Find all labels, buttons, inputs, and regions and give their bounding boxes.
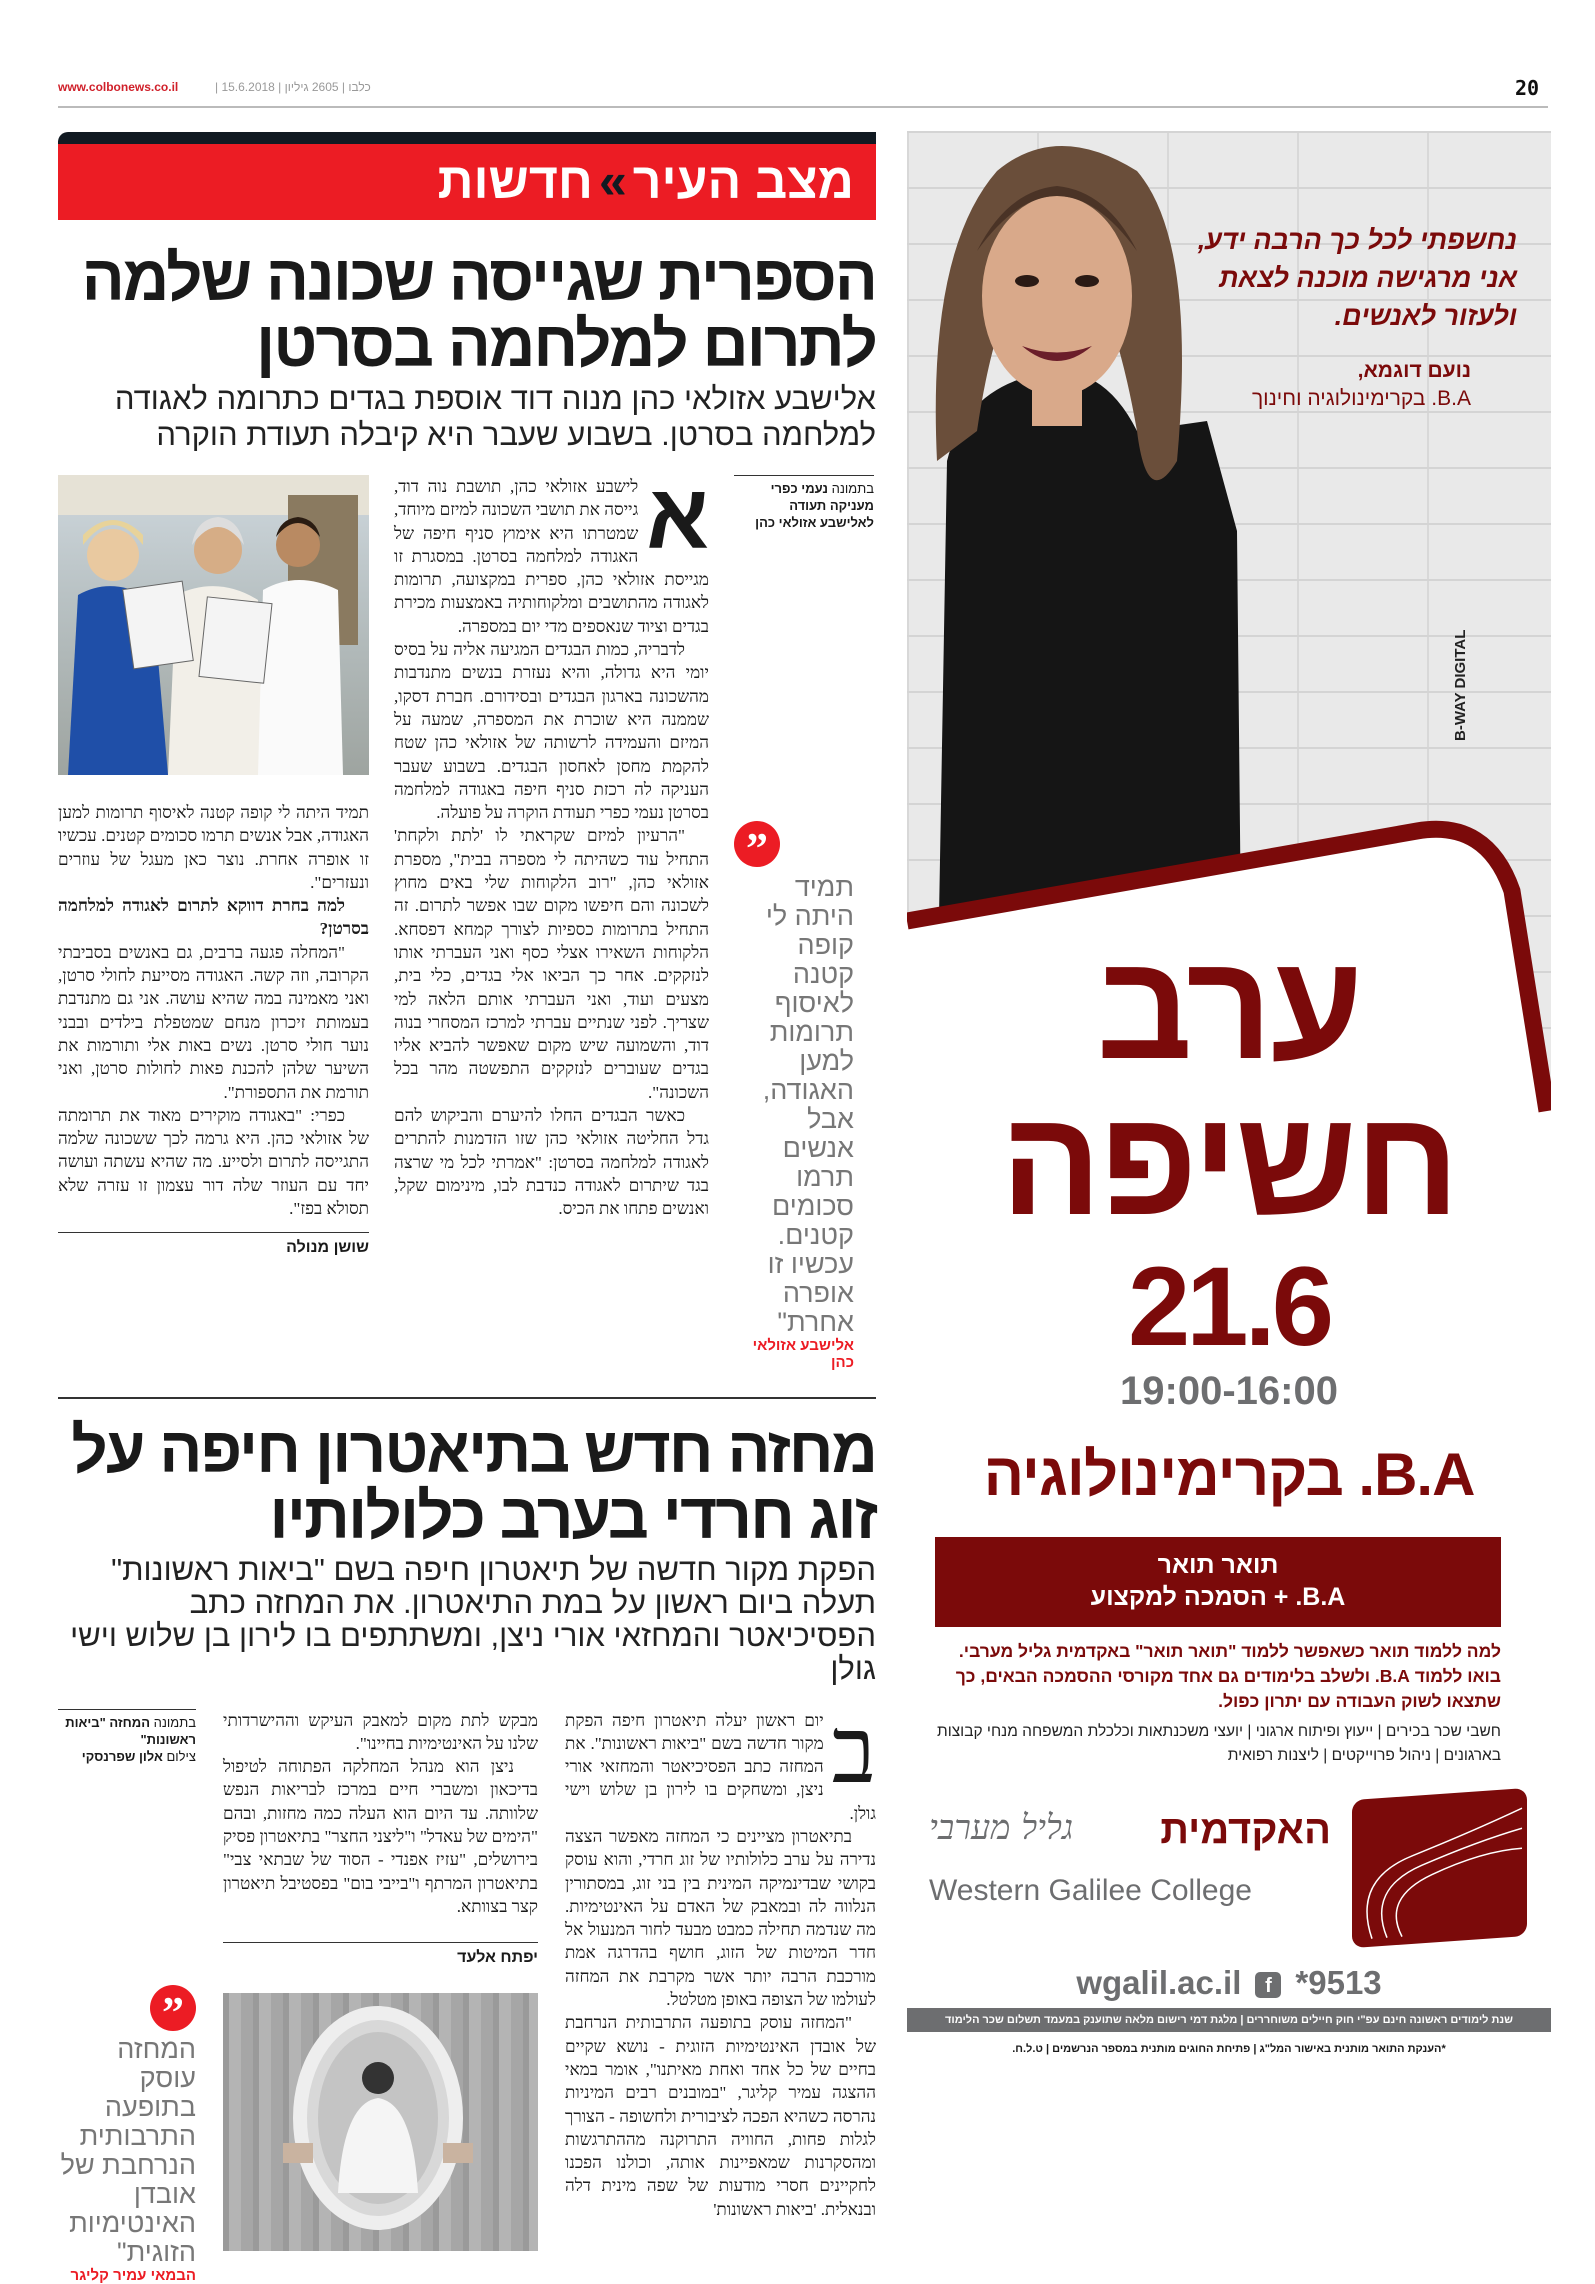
photo-credit: אלון שפרנסקי (81, 1748, 163, 1764)
paragraph: תמיד היתה לי קופה קטנה לאיסוף תרומות למען האגודה, אבל אנשים תרמו סכומים קטנים. עכשיו זו אופרה אחרת. נוצר כאן מעגל של עוזרים ונעזרים". (58, 803, 369, 892)
article1-column-right (394, 466, 709, 1221)
news-column (58, 132, 876, 2284)
caption-subject: המחזה "ביאות ראשונות" (65, 1714, 196, 1747)
article2-headline: מחזה חדש בתיאטרון חיפה על זוג חרדי בערב כלולותיו (71, 1413, 876, 1552)
paragraph: יום ראשון יעלה תיאטרון חיפה הפקת מקור חדשה בשם "ביאות ראשונות". את המחזה כתב הפסיכיאטר והמחזאי אורי ניצן, ומשחקים בו לירון בן שלוש וישי גולן. (565, 1710, 876, 1823)
article2-column-middle-text (223, 1709, 538, 1919)
paragraph: כאשר הבגדים החלו להיערם והביקוש להם גדל החליטה אזולאי כהן שזו הזדמנות להתרים לאגודה למלחמה בסרטן: "אמרתי לכל מי שרצה בגד שיתרום לאגודה כנדבת לבו, מינימום שקל, ואנשים פתחו את הכיס. (394, 1106, 709, 1219)
article2-byline: יפתח אלעד (223, 1942, 538, 1967)
article1-photo (58, 475, 369, 775)
page-number: 20 (1515, 76, 1540, 100)
mirror-illustration (223, 1993, 538, 2251)
paragraph: "הרעיון למיזם שקראתי לו 'לתת ולקחת' התחיל עוד כשהיתה לי מספרה בבית", מספרת אזולאי כהן, "רוב הלקוחות שלי באים מחוץ לשכונה והם חיפשו מקום שבו אפשר לתרום. זה התחיל בתרומות כספיות לצורך קמחא דפסחא. הלקוחות השאירו אצלי כסף ואני העברתי אותו לנזקקים. אחר כך הביאו אלי בגדים, כלי בית, מצעים ועוד, ואני העברתי אותם הלאה למי שצריך. לפני שנתיים עברתי למרכז המסחרי בנוה דוד, והשמועה שיש מקום שאפשר להביא אליו בגדים שעוברים לנזקקים התפשטה מהר בכל השכונה". (394, 826, 709, 1102)
article2-pullquote (58, 1985, 196, 2284)
article2-column-middle (223, 1709, 538, 2252)
article1-column-left-text (58, 801, 369, 1220)
section-banner (58, 132, 876, 220)
certification-courses: חשבי שכר בכירים | ייעוץ ופיתוח ארגוני | יועצי משכנתאות וכלכלת המשפחה מנחי קבוצות בארגונים | ניהול פרוייקטים | ליצנות רפואית (937, 1723, 1501, 1764)
paragraph: מבקש לתת מקום למאבק העיקש וההישרדותי שלנו על האינטימיות בחיינו". (223, 1710, 538, 1753)
article2-photo-caption (58, 1709, 196, 1765)
chevron-icon: » (598, 153, 627, 209)
paragraph: בתיאטרון מציינים כי המחזה מאפשר הצצה נדירה על ערב כלולותיו של זוג חרדי, והוא עוסק בקושי שבדינמיקה המינית בין בני זוג, במסתורין הנלווה לה ובמאבק של האדם על האינטימיות. מה שנדמה תחילה כמבט מבעד לחור המנעול אל חדר המיטות של הזוג, חושף בהדרגה אמת מורכבת הרבה יותר אשר מקרבת את המחזה לעולמו של הצופה באופן מטלטל. (565, 1826, 876, 2010)
paragraph: "המחלה פגעה ברבים, גם באנשים בסביבתי הקרובה, וזה קשה. האגודה מסייעת לחולי סרטן, ואני מאמינה במה שהיא עושה. אני גם מתנדבת בעמותת זיכרון מנחם שמטפלת בילדים ובבני נוער חולי סרטן. נשים באות אלי ותורמות את השיער שלהן להכנת פאות לחולות סרטן, ואני תורמת את התספורת". (58, 942, 369, 1102)
logo-script: גליל מערבי (929, 1808, 1074, 1848)
event-time: 19:00-16:00 (1120, 1369, 1338, 1413)
drop-cap: א (646, 466, 709, 568)
event-title-line1: ערב (1096, 922, 1362, 1090)
caption-subject: נעמי כפרי מעניקה תעודה לאלישבע אזולאי כהן (755, 481, 874, 530)
drop-cap: ב (831, 1699, 876, 1802)
article2-subhead: הפקת מקור חדשה של תיאטרון חיפה בשם "ביאות ראשונות" תעלה ביום ראשון על במת התיאטרון. את המחזה כתב הפסיכיאטר והמחזאי אורי ניצן, ומשתתפים בו לירון בן שלוש וישי גולן (70, 1551, 876, 1686)
phone-number: *9513 (1295, 1964, 1382, 2001)
paragraph: לדבריה, כמות הבגדים המגיעה אליה על בסיס יומי היא גדולה, והיא נעזרת בנשים מתנדבות מהשכונה בארגון הבגדים ובסידורם. חברת דסקו, שממנה היא שוכרת את המספרה, שמעה על המיזם והעמידה לרשותה של אזולאי כהן שטח להקמת מחסן לאחסון הבגדים. בשבוע שעבר העניקה לה רכזת סניף חיפה באגודה למלחמה בסרטן נעמי כפרי תעודת הוקרה על פועלה. (394, 640, 709, 823)
article1-pullquote (734, 821, 854, 1371)
event-date: 21.6 (1128, 1244, 1330, 1369)
paragraph: ניצן הוא מנהל המחלקה הפתוחה לטיפול בדיכאון ומשברי חיים במרכז לבריאות הנפש שלוותה. עד היום הוא העלה כמה מחזות, ובהם "הימים של עאדל" ו"ליצני החצר" בתיאטרון פסיק בירושלים, "עזיז אפנדי - הסוד של שבתאי צבי" בתיאטרון המרתף ו"בייבי בום" בפסטיבל תיאטרון קצר בצוותא. (223, 1757, 538, 1916)
contact-row (907, 1964, 1551, 2002)
paragraph: "המחזה עוסק בתופעה התרבותית הנרחבת של אובדן האינטימיות הזוגית - נושא שקיים בחיים של כל אחד ואחת מאיתנו", אומר במאי ההצגה עמיר קליגר, "במובנים רבים המיניות נהרסה כשהיא הפכה לציבורית ולחשופה - הצורך לגלות פחות, החוויה התרוקנה מההתרגשות ומהסקרנות שמאפיינות אותה, וכולנו הפכנו לחקיינים חסרי מודעות של שפה מינית דלה ובנאלית. 'ביאות ראשונות' (565, 2013, 876, 2219)
header-rule (58, 106, 1548, 108)
article2-column-right (565, 1699, 876, 2222)
article1-column-left (58, 475, 369, 1257)
article2-body (58, 1699, 876, 2284)
quote-icon: ” (734, 821, 780, 867)
photo-credit: B-WAY DIGITAL (1452, 629, 1469, 741)
ad-testimonial-quote: נחשפתי לכל כך הרבה ידע, אני מרגישה מוכנה לצאת ולעזור לאנשים. (1197, 225, 1517, 331)
person-degree: B.A. בקרימינולוגיה וחינוך (1251, 387, 1471, 410)
photo-illustration (58, 475, 369, 775)
college-logo-mark (1352, 1788, 1527, 1948)
section-subtitle: חדשות (437, 153, 593, 209)
ad-content (907, 922, 1551, 2057)
article1-byline: שושן מנולה (58, 1232, 369, 1257)
article1-photo-caption (734, 475, 874, 531)
interview-question: למה בחרת דווקא לתרום לאגודה למלחמה בסרטן? (58, 896, 369, 939)
event-title-line2: חשיפה (1000, 1078, 1458, 1246)
quote-icon: ” (150, 1985, 196, 2031)
article1-body (58, 466, 876, 1371)
section-name: מצב העיר (632, 153, 854, 209)
college-logo (907, 1790, 1551, 1950)
article1-headline: הספרית שגייסה שכונה שלמה לתרום למלחמה בסרטן (81, 242, 876, 380)
logo-hebrew: האקדמית (1160, 1808, 1331, 1852)
ad-footnote: *הענקת התואר מותנית באישור המל"ג | פתיחת החוגים מותנית במספר הנרשמים | ט.ל.ח. (1012, 2043, 1446, 2055)
logo-english: Western Galilee College (929, 1874, 1252, 1907)
section-title (438, 152, 854, 210)
college-advertisement[interactable] (907, 131, 1551, 2141)
pullquote-text: המחזה עוסק בתופעה התרבותית הנרחבת של אובדן האינטימיות הזוגית" (60, 2033, 196, 2267)
pullquote-text: תמיד היתה לי קופה קטנה לאיסוף תרומות למען האגודה, אבל אנשים תרמו סכומים קטנים. עכשיו זו אופרה אחרת" (762, 872, 854, 1337)
issue-meta: | כלבו | 2605 גיליון | 15.6.2018 (215, 80, 371, 94)
paragraph: כפרי: "באגודה מוקירים מאוד את תרומתה של אזולאי כהן. היא גרמה לכך ששכונה שלמה התגייסה לתרום ולסייע. מה שהיא עשתה ועושה יחד עם העוזר שלה דור עצמון זו עזרה שלא תסולא בפז". (58, 1105, 369, 1219)
double-degree-box (935, 1537, 1501, 1627)
ad-pitch: למה ללמוד תואר כשאפשר ללמוד "תואר תואר" באקדמית גליל מערבי. בואו ללמוד B.A. ולשלב בלימודים גם אחד מקורסי ההסמכה הבאים, כך שתצאו לשוק העבודה עם יתרון כפול. (955, 1641, 1501, 1711)
benefits-bar: שנת לימודים ראשונה חינם עפ"י חוק חיילים משוחררים | מלגת דמי רישום מלאה שתוענק במעמד תשלום שכר הלימוד (907, 2008, 1551, 2032)
article2-photo (223, 1993, 538, 2251)
box-title: תואר תואר (1157, 1551, 1279, 1579)
box-subtitle: B.A. + הסמכה למקצוע (1090, 1583, 1346, 1611)
program-title: B.A. בקרימינולוגיה (983, 1441, 1475, 1508)
paragraph: לישבע אזולאי כהן, תושבת נוה דוד, גייסה את תושבי השכונה למיזם מיוחד, שמטרתו היא אימוץ סניף חיפה של האגודה למלחמה בסרטן. במסגרת זו מגייסת אזולאי כהן, ספרית במקצועה, תרומות לאגודה מהתושבים ומלקוחותיה באמצעות מכירת בגדים וציוד שנאספים מדי יום במספרה. (394, 477, 709, 636)
website-link[interactable]: wgalil.ac.il (1076, 1964, 1242, 2001)
article2-side-column (58, 1709, 196, 2284)
caption-prefix: בתמונה (828, 481, 874, 496)
article1-subhead: אלישבע אזולאי כהן מנוה דוד אוספת בגדים כתרומה לאגודה למלחמה בסרטן. בשבוע שעבר היא קיבלה תעודת הוקרה (114, 381, 876, 452)
caption-prefix: בתמונה (150, 1714, 196, 1730)
site-url[interactable]: www.colbonews.co.il (58, 80, 179, 94)
credit-prefix: צילום (162, 1748, 196, 1764)
facebook-icon[interactable]: f (1255, 1972, 1281, 1998)
pullquote-author: אלישבע אזולאי כהן (752, 1337, 854, 1371)
wave-lines-icon (1352, 1788, 1527, 1948)
article-separator (58, 1397, 876, 1399)
pullquote-author: הבמאי עמיר קליגר (70, 2266, 196, 2284)
article1-side-column (734, 475, 874, 1371)
person-name: נועם דוגמא, (1357, 359, 1471, 382)
